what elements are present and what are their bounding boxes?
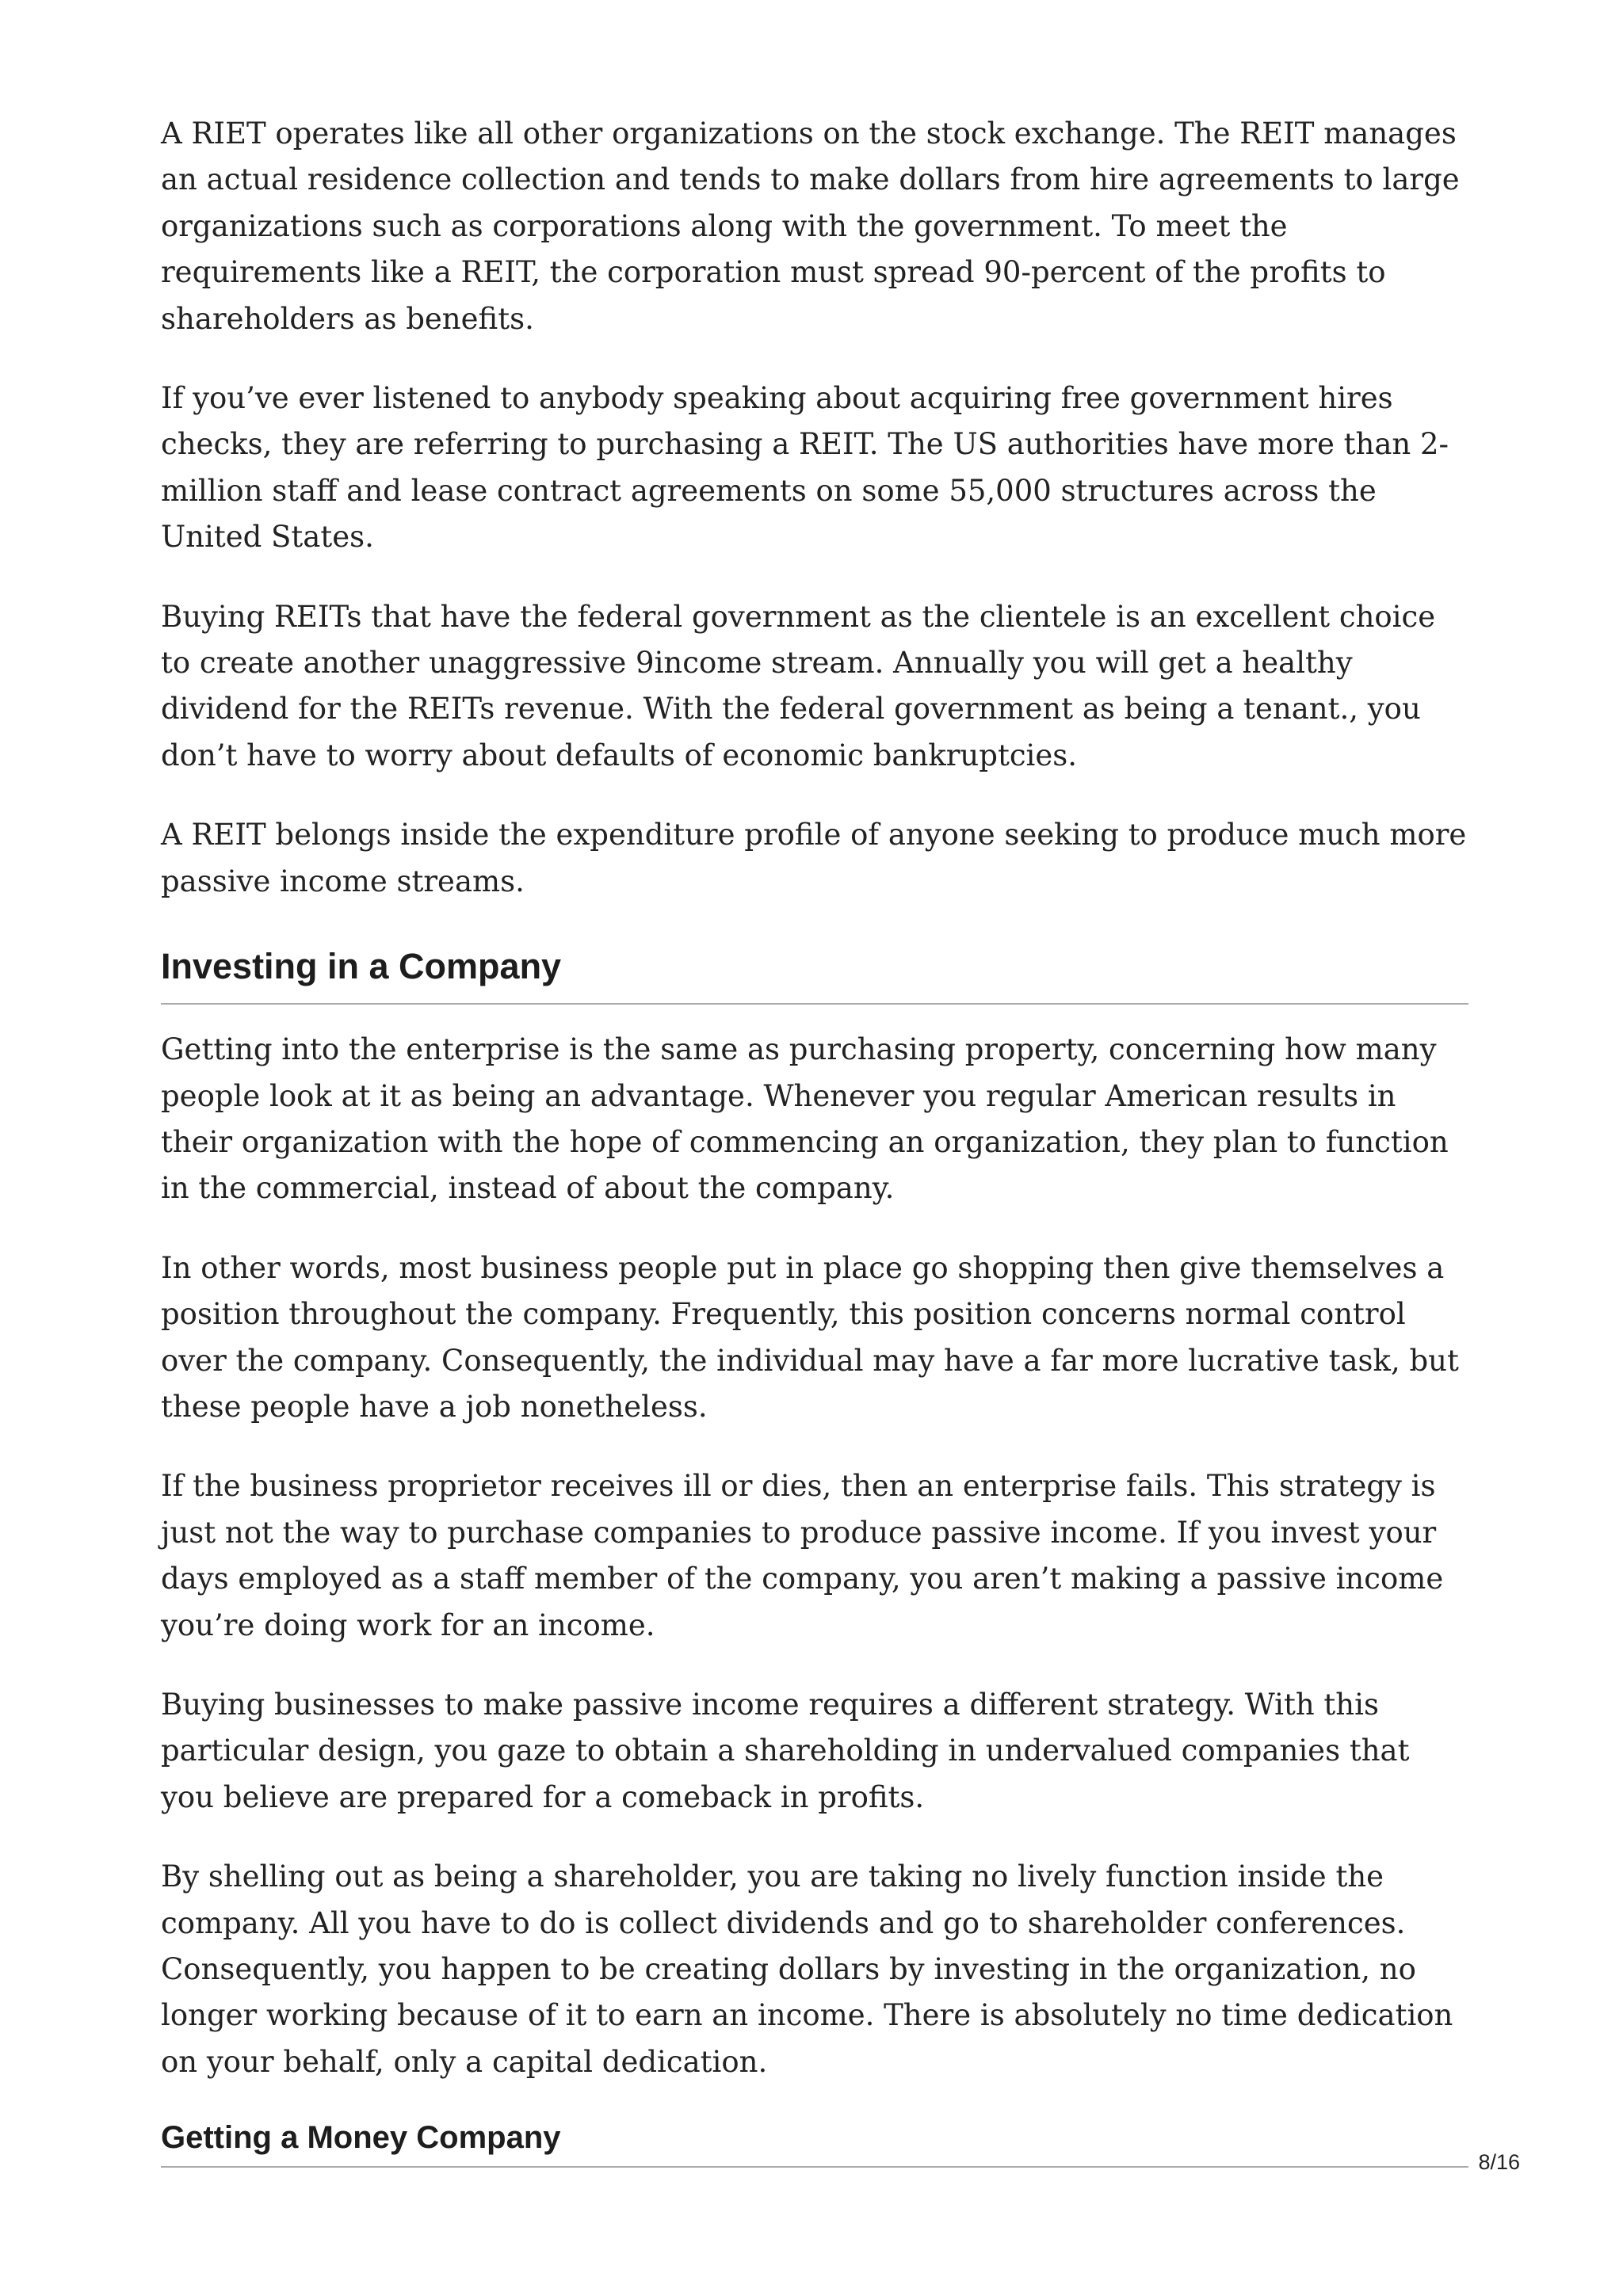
paragraph-reit-profile: A REIT belongs inside the expenditure profile of anyone seeking to produce much more passive income streams.	[161, 818, 1467, 898]
paragraph-shareholder: By shelling out as being a shareholder, you are taking no lively function inside the company. All you have to do is collect dividends and go to shareholder conferences. Consequently, you happen to be creating dollars by investing in the organization, no longer working because of it to earn an income. There is absolutely no time dedication on your behalf, only a capital dedication.	[161, 1859, 1453, 2079]
paragraph-different-strategy: Buying businesses to make passive income requires a different strategy. With this particular design, you gaze to obtain a shareholding in undervalued companies that you believe are prepared for a comeback in profits.	[161, 1687, 1410, 1814]
paragraph-federal-clientele: Buying REITs that have the federal government as the clientele is an excellent choice to create another unaggressive 9income stream. Annually you will get a healthy dividend for the REITs revenue. With the federal government as being a tenant., you don’t have to worry about defaults of economic bankruptcies.	[161, 599, 1436, 772]
document-page	[161, 111, 1468, 2168]
paragraph-business-people: In other words, most business people put in place go shopping then give themselves a position throughout the company. Frequently, this position concerns normal control over the company. Consequently, the individual may have a far more lucrative task, but these people have a job nonetheless.	[161, 1250, 1459, 1424]
paragraph-reit-operation: A RIET operates like all other organizations on the stock exchange. The REIT manages an actual residence collection and tends to make dollars from hire agreements to large organizations such as corporations along with the government. To meet the requirements like a REIT, the corporation must spread 90-percent of the profits to shareholders as benefits.	[161, 116, 1460, 336]
paragraph-enterprise-property: Getting into the enterprise is the same as purchasing property, concerning how many people look at it as being an advantage. Whenever you regular American results in their organization with the hope of commencing an organization, they plan to function in the commercial, instead of about the company.	[161, 1032, 1449, 1206]
paragraph-proprietor-ill: If the business proprietor receives ill or dies, then an enterprise fails. This strategy is just not the way to purchase companies to produce passive income. If you invest your days employed as a staff member of the company, you aren’t making a passive income you’re doing work for an income.	[161, 1469, 1444, 1642]
page-number: 8/16	[1478, 2150, 1520, 2174]
heading-getting-money-company: Getting a Money Company	[161, 2119, 1468, 2168]
heading-investing-in-company: Investing in a Company	[161, 944, 1468, 1005]
paragraph-government-hires: If you’ve ever listened to anybody speaking about acquiring free government hires checks, they are referring to purchasing a REIT. The US authorities have more than 2-million staff and lease contract agreements on some 55,000 structures across the United States.	[161, 381, 1449, 555]
